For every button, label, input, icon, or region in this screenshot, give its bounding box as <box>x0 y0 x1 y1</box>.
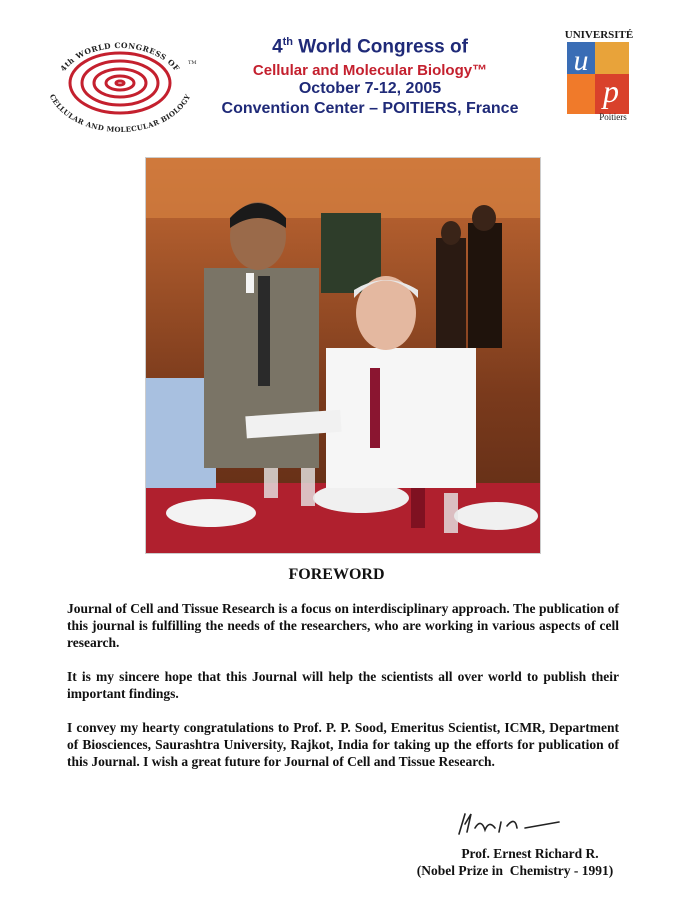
university-name: UNIVERSITÉ <box>564 29 634 41</box>
congress-subtitle: Cellular and Molecular Biology™ <box>252 62 488 79</box>
congress-venue: Convention Center – POITIERS, France <box>221 100 519 117</box>
logo-ring-top: 4th WORLD CONGRESS OF <box>58 40 182 74</box>
signature-image <box>455 808 565 838</box>
university-letter-p: p <box>603 73 619 109</box>
signatory-name: Prof. Ernest Richard R. <box>461 846 599 861</box>
foreword-title: FOREWORD <box>288 566 385 583</box>
university-logo <box>563 26 635 122</box>
spiral-icon <box>70 53 170 113</box>
university-letter-u: u <box>573 44 589 77</box>
congress-photo <box>145 157 541 554</box>
logo-ring-bottom: CELLULAR AND MOLECULAR BIOLOGY <box>47 92 193 135</box>
logo-tm: TM <box>188 60 197 66</box>
foreword-paragraph-2: It is my sincere hope that this Journal will help the scientists all over world to publish their important findings. <box>67 669 619 701</box>
congress-logo <box>40 28 200 138</box>
signatory-title: (Nobel Prize in Chemistry - 1991) <box>416 863 614 878</box>
university-city: Poitiers <box>599 112 627 122</box>
congress-dates: October 7-12, 2005 <box>298 80 442 97</box>
foreword-paragraph-3: I convey my hearty congratulations to Prof. P. P. Sood, Emeritus Scientist, ICMR, Department of Biosciences, Saurashtra University, Rajkot, India for taking up the efforts for publication of this Journal. I wish a great future for Journal of Cell and Tissue Research. <box>67 720 619 769</box>
foreword-paragraph-1: Journal of Cell and Tissue Research is a focus on interdisciplinary approach. The publication of this journal is fulfilling the needs of the researchers, who are working in various aspects of cell research. <box>67 601 619 650</box>
congress-title: 4th World Congress of <box>272 36 468 58</box>
